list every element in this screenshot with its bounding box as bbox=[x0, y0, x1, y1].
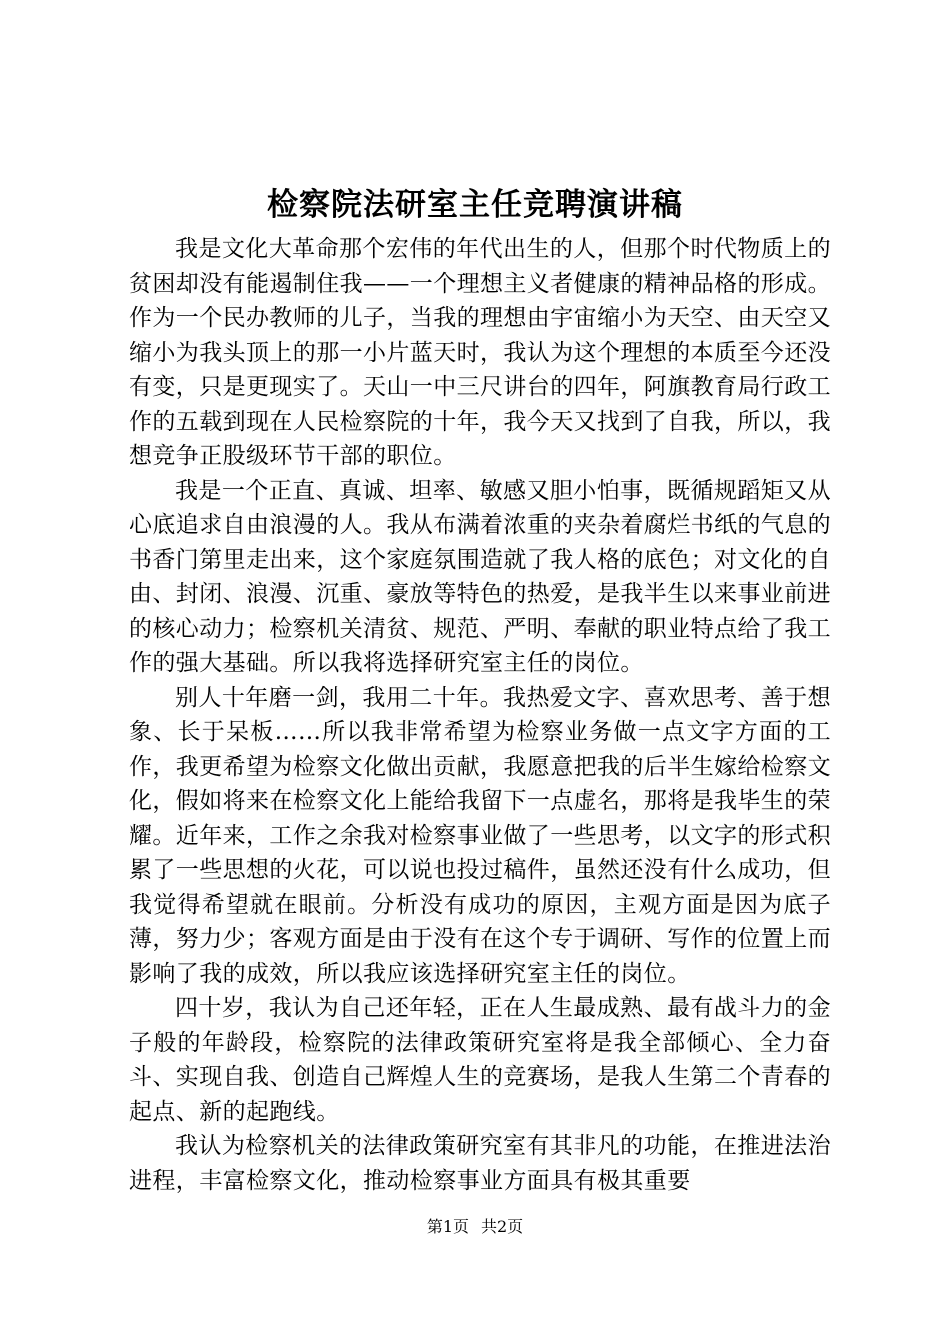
paragraph-2: 我是一个正直、真诚、坦率、敏感又胆小怕事，既循规蹈矩又从心底追求自由浪漫的人。我从布满着浓重的夹杂着腐烂书纸的气息的书香门第里走出来，这个家庭氛围造就了我人格的底色；对文化的自由、封闭、浪漫、沉重、豪放等特色的热爱，是我半生以来事业前进的核心动力；检察机关清贫、规范、严明、奉献的职业特点给了我工作的强大基础。所以我将选择研究室主任的岗位。 bbox=[129, 477, 831, 676]
page-number-total: 共2页 bbox=[481, 1217, 524, 1236]
document-body bbox=[129, 232, 831, 1198]
page-number-current: 第1页 bbox=[426, 1217, 469, 1236]
paragraph-5: 我认为检察机关的法律政策研究室有其非凡的功能，在推进法治进程，丰富检察文化，推动检察事业方面具有极其重要 bbox=[129, 1133, 831, 1194]
paragraph-3: 别人十年磨一剑，我用二十年。我热爱文字、喜欢思考、善于想象、长于呆板……所以我非常希望为检察业务做一点文字方面的工作，我更希望为检察文化做出贡献，我愿意把我的后半生嫁给检察文化，假如将来在检察文化上能给我留下一点虚名，那将是我毕生的荣耀。近年来，工作之余我对检察事业做了一些思考，以文字的形式积累了一些思想的火花，可以说也投过稿件，虽然还没有什么成功，但我觉得希望就在眼前。分析没有成功的原因，主观方面是因为底子薄，努力少；客观方面是由于没有在这个专于调研、写作的位置上而影响了我的成效，所以我应该选择研究室主任的岗位。 bbox=[129, 684, 831, 987]
page-footer bbox=[0, 1216, 950, 1238]
paragraph-1: 我是文化大革命那个宏伟的年代出生的人，但那个时代物质上的贫困却没有能遏制住我——一个理想主义者健康的精神品格的形成。作为一个民办教师的儿子，当我的理想由宇宙缩小为天空、由天空又缩小为我头顶上的那一小片蓝天时，我认为这个理想的本质至今还没有变，只是更现实了。天山一中三尺讲台的四年，阿旗教育局行政工作的五载到现在人民检察院的十年，我今天又找到了自我，所以，我想竞争正股级环节干部的职位。 bbox=[129, 236, 831, 469]
document-title: 检察院法研室主任竞聘演讲稿 bbox=[267, 187, 683, 223]
paragraph-4: 四十岁，我认为自己还年轻，正在人生最成熟、最有战斗力的金子般的年龄段，检察院的法律政策研究室将是我全部倾心、全力奋斗、实现自我、创造自己辉煌人生的竞赛场，是我人生第二个青春的起点、新的起跑线。 bbox=[129, 995, 831, 1125]
